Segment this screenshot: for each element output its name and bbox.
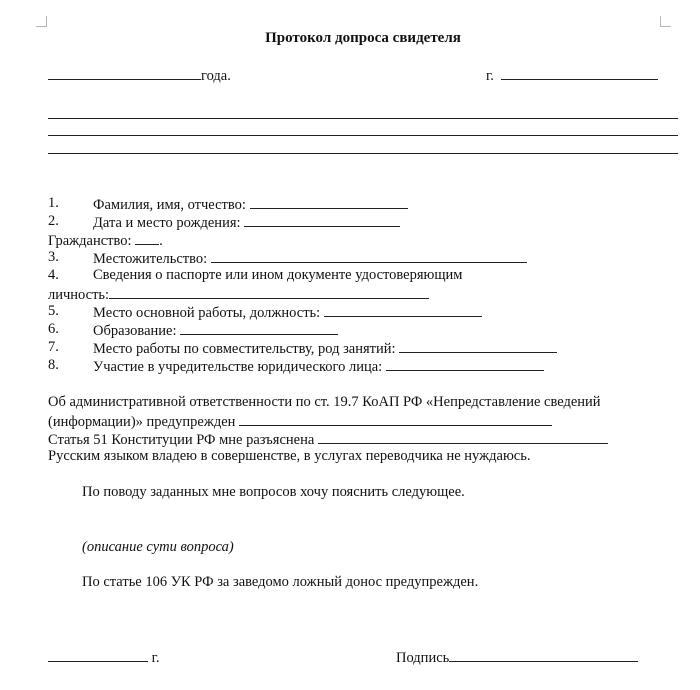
city-field-row: [486, 66, 658, 85]
item-label: Сведения о паспорте или ином документе удостоверяющим: [93, 267, 463, 283]
signature-blank[interactable]: [449, 648, 638, 662]
date-suffix: года.: [201, 68, 231, 84]
education-blank[interactable]: [180, 321, 338, 335]
item-number: 7.: [48, 339, 59, 355]
secondary-work-blank[interactable]: [399, 339, 557, 353]
question-placeholder[interactable]: (описание сути вопроса): [82, 539, 234, 555]
item-label: Место основной работы, должность:: [93, 305, 321, 321]
footer-year-field: [48, 648, 160, 667]
blank-line[interactable]: [48, 153, 678, 154]
item-label: Образование:: [93, 323, 177, 339]
residence-blank[interactable]: [211, 249, 527, 263]
article-51-blank[interactable]: [318, 430, 608, 444]
item-number: 2.: [48, 213, 59, 229]
admin-signature-blank[interactable]: [239, 412, 552, 426]
article-51-text: Статья 51 Конституции РФ мне разъяснена: [48, 432, 315, 448]
city-blank[interactable]: [501, 66, 658, 80]
item-suffix: .: [159, 233, 163, 249]
signature-field: [396, 648, 638, 667]
admin-responsibility-line1: Об административной ответственности по ст. 19.7 КоАП РФ «Непредставление сведений: [48, 394, 601, 410]
document-title: Протокол допроса свидетеля: [265, 30, 461, 46]
full-name-blank[interactable]: [250, 195, 408, 209]
signature-label: Подпись: [396, 650, 450, 666]
blank-line[interactable]: [48, 118, 678, 119]
page-corner-mark: [660, 16, 671, 27]
item-label: Участие в учредительстве юридического лица:: [93, 359, 383, 375]
footer-year-suffix: г.: [151, 650, 160, 666]
item-number: 8.: [48, 357, 59, 373]
citizenship-blank[interactable]: [135, 231, 159, 245]
item-label: Дата и место рождения:: [93, 215, 241, 231]
article-51-line: [48, 430, 608, 449]
founder-blank[interactable]: [386, 357, 544, 371]
blank-line[interactable]: [48, 135, 678, 136]
passport-blank[interactable]: [109, 285, 429, 299]
item-label: Место работы по совместительству, род занятий:: [93, 341, 396, 357]
item-number: 6.: [48, 321, 59, 337]
item-label: Гражданство:: [48, 233, 132, 249]
date-blank[interactable]: [48, 66, 201, 80]
workplace-blank[interactable]: [324, 303, 482, 317]
item-label: Фамилия, имя, отчество:: [93, 197, 246, 213]
item-label: Местожительство:: [93, 251, 208, 267]
item-label-continuation: личность:: [48, 287, 110, 303]
item-number: 3.: [48, 249, 59, 265]
language-statement: Русским языком владею в совершенстве, в услугах переводчика не нуждаюсь.: [48, 448, 531, 464]
date-field-row: [48, 66, 231, 85]
admin-responsibility-text: (информации)» предупрежден: [48, 414, 236, 430]
explanation-text: По поводу заданных мне вопросов хочу пояснить следующее.: [82, 484, 465, 500]
item-number: 5.: [48, 303, 59, 319]
item-citizenship: [48, 231, 163, 250]
birth-blank[interactable]: [244, 213, 400, 227]
page-corner-mark: [36, 16, 47, 27]
city-prefix: г.: [486, 68, 494, 84]
footer-year-blank[interactable]: [48, 648, 148, 662]
item-number: 1.: [48, 195, 59, 211]
item-number: 4.: [48, 267, 59, 283]
false-report-warning: По статье 106 УК РФ за заведомо ложный донос предупрежден.: [82, 574, 479, 590]
admin-responsibility-line2: [48, 412, 552, 431]
